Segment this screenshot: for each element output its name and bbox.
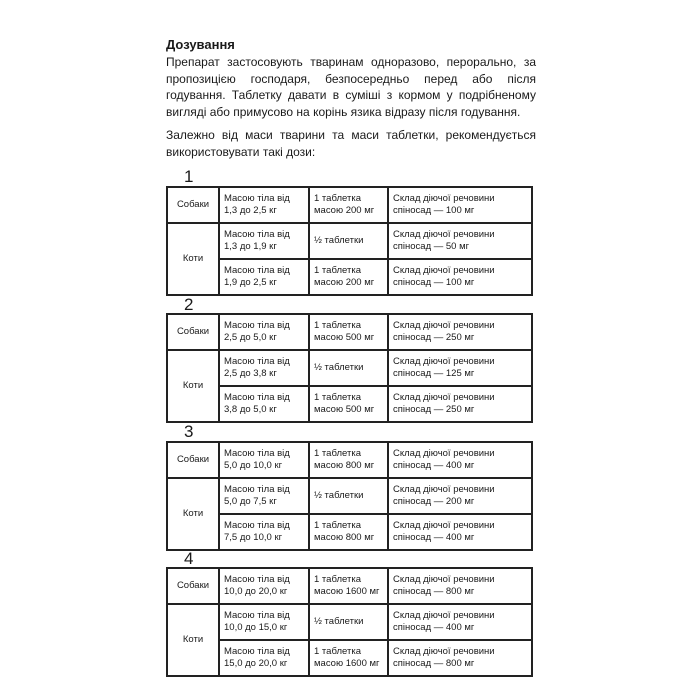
mass-cell: Масою тіла від 10,0 до 20,0 кг bbox=[219, 568, 309, 604]
table-row bbox=[167, 568, 532, 604]
animal-cell: Коти bbox=[167, 604, 219, 676]
tablet-cell: ½ таблетки bbox=[309, 223, 388, 259]
animal-cell: Собаки bbox=[167, 314, 219, 350]
composition-cell: Склад діючої речовини спіносад — 400 мг bbox=[388, 604, 532, 640]
composition-cell: Склад діючої речовини спіносад — 100 мг bbox=[388, 259, 532, 295]
composition-cell: Склад діючої речовини спіносад — 50 мг bbox=[388, 223, 532, 259]
animal-cell: Коти bbox=[167, 350, 219, 422]
tablet-cell: ½ таблетки bbox=[309, 604, 388, 640]
tablet-cell: ½ таблетки bbox=[309, 478, 388, 514]
mass-cell: Масою тіла від 5,0 до 10,0 кг bbox=[219, 442, 309, 478]
tablet-cell: 1 таблетка масою 800 мг bbox=[309, 514, 388, 550]
section-number: 4 bbox=[184, 549, 194, 568]
mass-cell: Масою тіла від 1,3 до 2,5 кг bbox=[219, 187, 309, 223]
animal-cell: Собаки bbox=[167, 568, 219, 604]
animal-cell: Собаки bbox=[167, 187, 219, 223]
mass-cell: Масою тіла від 1,9 до 2,5 кг bbox=[219, 259, 309, 295]
table-row bbox=[167, 259, 532, 295]
mass-cell: Масою тіла від 3,8 до 5,0 кг bbox=[219, 386, 309, 422]
mass-cell: Масою тіла від 2,5 до 5,0 кг bbox=[219, 314, 309, 350]
table-row bbox=[167, 223, 532, 259]
table-row bbox=[167, 187, 532, 223]
section-number: 3 bbox=[184, 422, 194, 441]
tablet-cell: 1 таблетка масою 200 мг bbox=[309, 187, 388, 223]
composition-cell: Склад діючої речовини спіносад — 250 мг bbox=[388, 386, 532, 422]
mass-cell: Масою тіла від 7,5 до 10,0 кг bbox=[219, 514, 309, 550]
dosage-table bbox=[166, 313, 533, 423]
composition-cell: Склад діючої речовини спіносад — 800 мг bbox=[388, 640, 532, 676]
composition-cell: Склад діючої речовини спіносад — 400 мг bbox=[388, 514, 532, 550]
tablet-cell: 1 таблетка масою 500 мг bbox=[309, 386, 388, 422]
animal-cell: Коти bbox=[167, 478, 219, 550]
table-row bbox=[167, 604, 532, 640]
composition-cell: Склад діючої речовини спіносад — 400 мг bbox=[388, 442, 532, 478]
table-row bbox=[167, 386, 532, 422]
mass-cell: Масою тіла від 10,0 до 15,0 кг bbox=[219, 604, 309, 640]
composition-cell: Склад діючої речовини спіносад — 250 мг bbox=[388, 314, 532, 350]
table-row bbox=[167, 350, 532, 386]
composition-cell: Склад діючої речовини спіносад — 125 мг bbox=[388, 350, 532, 386]
mass-cell: Масою тіла від 1,3 до 1,9 кг bbox=[219, 223, 309, 259]
dosage-table bbox=[166, 186, 533, 296]
composition-cell: Склад діючої речовини спіносад — 800 мг bbox=[388, 568, 532, 604]
dosage-table bbox=[166, 567, 533, 677]
section-number: 2 bbox=[184, 295, 194, 314]
tablet-cell: ½ таблетки bbox=[309, 350, 388, 386]
mass-cell: Масою тіла від 5,0 до 7,5 кг bbox=[219, 478, 309, 514]
tablet-cell: 1 таблетка масою 1600 мг bbox=[309, 640, 388, 676]
section-heading: Дозування bbox=[166, 37, 235, 52]
table-row bbox=[167, 314, 532, 350]
tablet-cell: 1 таблетка масою 800 мг bbox=[309, 442, 388, 478]
animal-cell: Собаки bbox=[167, 442, 219, 478]
composition-cell: Склад діючої речовини спіносад — 200 мг bbox=[388, 478, 532, 514]
tablet-cell: 1 таблетка масою 500 мг bbox=[309, 314, 388, 350]
tablet-cell: 1 таблетка масою 1600 мг bbox=[309, 568, 388, 604]
section-number: 1 bbox=[184, 167, 194, 186]
dosage-table bbox=[166, 441, 533, 551]
instructions-paragraph: Препарат застосовують тваринам одноразово, перорально, за пропозицією господаря, безпосередньо перед або після годування. Таблетку давати в суміші з кормом у подрібненому вигляді або примусово на корінь язика відразу після годування. bbox=[166, 55, 536, 119]
table-row bbox=[167, 640, 532, 676]
table-row bbox=[167, 442, 532, 478]
table-row bbox=[167, 514, 532, 550]
tablet-cell: 1 таблетка масою 200 мг bbox=[309, 259, 388, 295]
table-row bbox=[167, 478, 532, 514]
animal-cell: Коти bbox=[167, 223, 219, 295]
composition-cell: Склад діючої речовини спіносад — 100 мг bbox=[388, 187, 532, 223]
mass-cell: Масою тіла від 15,0 до 20,0 кг bbox=[219, 640, 309, 676]
mass-cell: Масою тіла від 2,5 до 3,8 кг bbox=[219, 350, 309, 386]
dosage-intro-paragraph: Залежно від маси тварини та маси таблетки, рекомендується використовувати такі дози: bbox=[166, 128, 536, 159]
